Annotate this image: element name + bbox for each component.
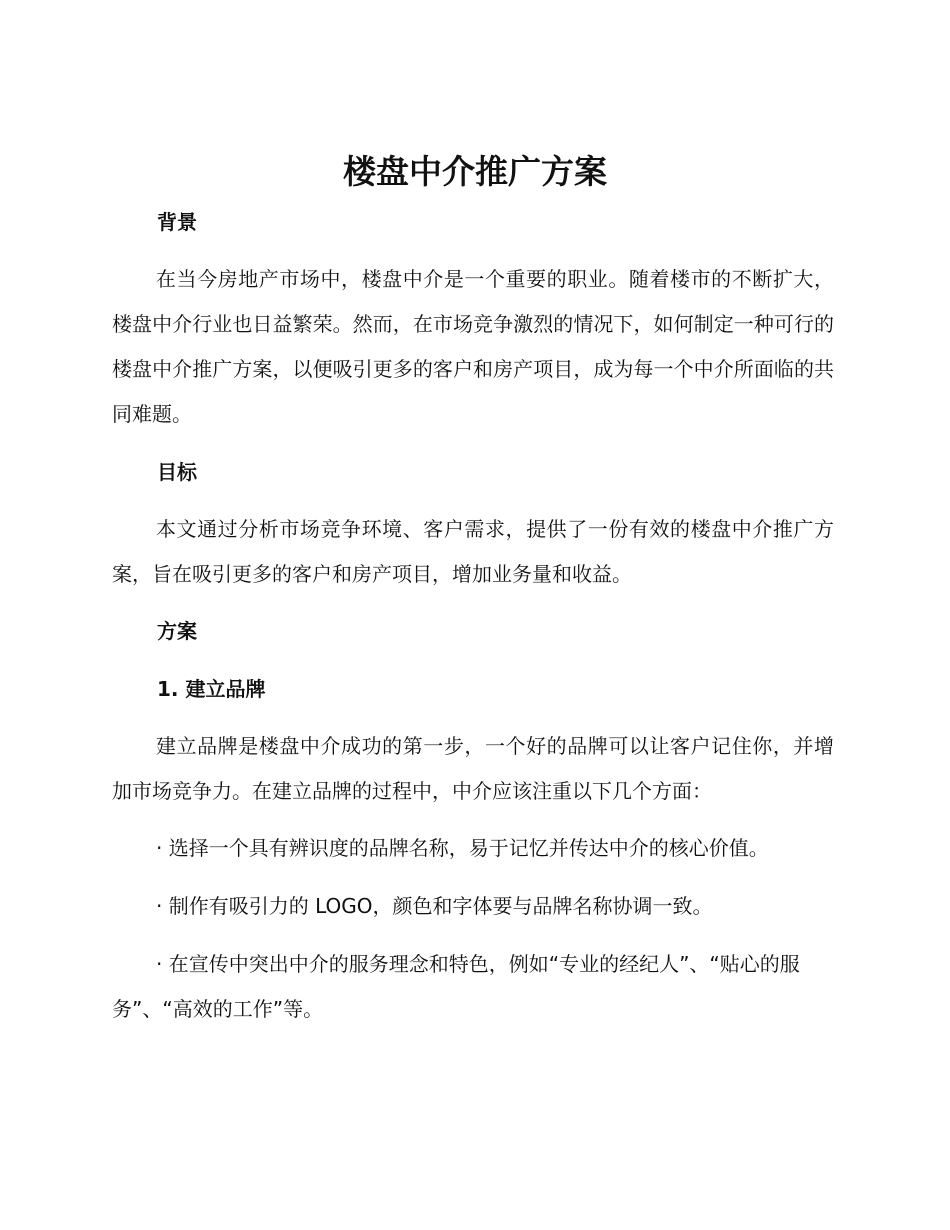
section-heading-background: 背景 bbox=[157, 210, 197, 234]
background-paragraph: 在当今房地产市场中，楼盘中介是一个重要的职业。随着楼市的不断扩大，楼盘中介行业也日益繁荣。然而，在市场竞争激烈的情况下，如何制定一种可行的楼盘中介推广方案，以便吸引更多的客户和房产项目，成为每一个中介所面临的共同难题。 bbox=[112, 267, 834, 426]
goal-paragraph: 本文通过分析市场竞争环境、客户需求，提供了一份有效的楼盘中介推广方案，旨在吸引更多的客户和房产项目，增加业务量和收益。 bbox=[112, 517, 834, 586]
list-item: · 选择一个具有辨识度的品牌名称，易于记忆并传达中介的核心价值。 bbox=[156, 836, 769, 860]
brand-paragraph: 建立品牌是楼盘中介成功的第一步，一个好的品牌可以让客户记住你，并增加市场竞争力。在建立品牌的过程中，中介应该注重以下几个方面： bbox=[112, 734, 834, 803]
subsection-heading-brand: 1. 建立品牌 bbox=[157, 677, 266, 701]
list-item: · 制作有吸引力的 LOGO，颜色和字体要与品牌名称协调一致。 bbox=[156, 894, 713, 918]
document-title: 楼盘中介推广方案 bbox=[343, 152, 607, 191]
section-heading-plan: 方案 bbox=[157, 619, 197, 643]
list-item: · 在宣传中突出中介的服务理念和特色，例如“专业的经纪人”、“贴心的服务”、“高效的工作”等。 bbox=[112, 952, 800, 1021]
section-heading-goal: 目标 bbox=[157, 460, 197, 484]
